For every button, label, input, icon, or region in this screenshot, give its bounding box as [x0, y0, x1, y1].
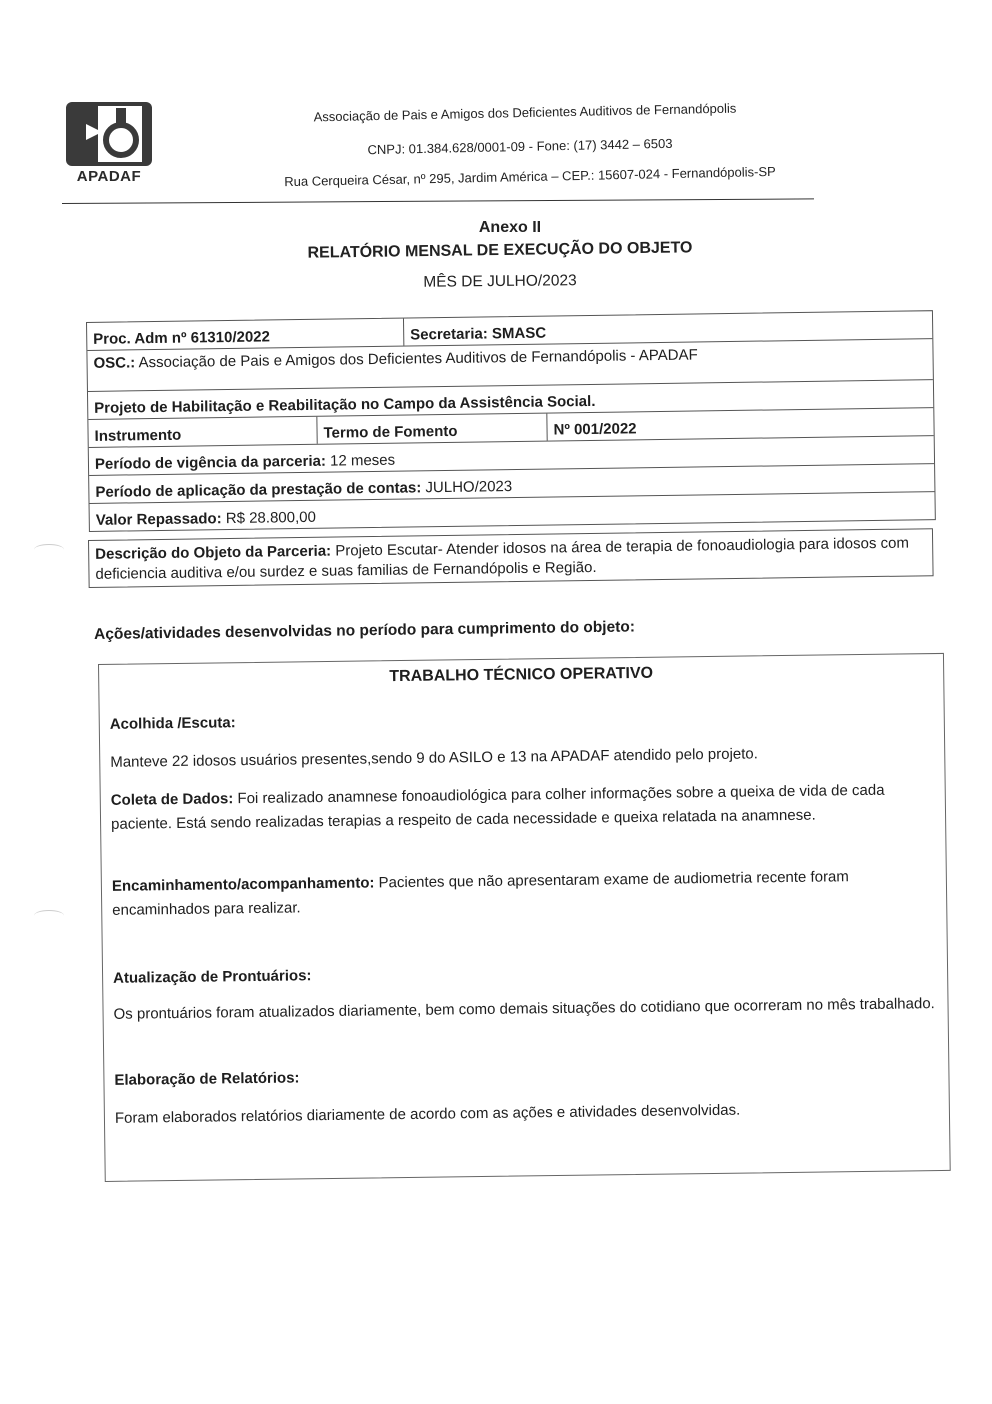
numero-cell: Nº 001/2022	[546, 408, 933, 440]
ear-symbol-icon	[66, 102, 152, 166]
valor-label: Valor Repassado:	[95, 510, 222, 529]
info-table	[86, 310, 936, 532]
coleta-heading: Coleta de Dados:	[110, 790, 234, 809]
aplicacao-label: Período de aplicação da prestação de contas:	[95, 479, 422, 501]
header-cnpj-phone: CNPJ: 01.384.628/0001-09 - Fone: (17) 3442 – 6503	[367, 135, 673, 158]
acoes-heading: Ações/atividades desenvolvidas no período para cumprimento do objeto:	[94, 618, 636, 643]
osc-value: Associação de Pais e Amigos dos Deficientes Auditivos de Fernandópolis - APADAF	[135, 346, 698, 372]
trabalho-tecnico-box	[98, 653, 951, 1182]
header-divider	[62, 198, 814, 204]
scan-mark	[34, 544, 64, 555]
secretaria-cell: Secretaria: SMASC	[403, 311, 932, 345]
descricao-box	[88, 528, 934, 588]
logo-label: APADAF	[76, 168, 142, 185]
report-month: MÊS DE JULHO/2023	[423, 272, 577, 291]
descricao-label: Descrição do Objeto da Parceria:	[95, 542, 332, 563]
encaminhamento-text: Pacientes que não apresentaram exame de audiometria recente foram encaminhados para realizar.	[112, 868, 849, 919]
proc-cell: Proc. Adm nº 61310/2022	[93, 328, 271, 348]
acolhida-heading: Acolhida /Escuta:	[109, 714, 236, 733]
encaminhamento-paragraph	[112, 864, 939, 923]
atualizacao-heading: Atualização de Prontuários:	[113, 967, 312, 987]
acolhida-text: Manteve 22 idosos usuários presentes,sendo 9 do ASILO e 13 na APADAF atendido pelo projeto.	[110, 745, 759, 771]
instrumento-cell: Instrumento	[94, 426, 182, 445]
annex-title: Anexo II	[478, 219, 542, 236]
coleta-paragraph	[111, 778, 938, 837]
valor-value: R$ 28.800,00	[221, 508, 317, 528]
scan-mark	[34, 910, 64, 921]
descricao-text: Projeto Escutar- Atender idosos na área de terapia de fonoaudiologia para idosos com deficiencia auditiva e/ou surdez e suas familias de Fernandópolis e Região.	[95, 534, 910, 583]
report-title: RELATÓRIO MENSAL DE EXECUÇÃO DO OBJETO	[307, 239, 693, 262]
elaboracao-text: Foram elaborados relatórios diariamente de acordo com as ações e atividades desenvolvidas.	[114, 1101, 741, 1127]
termo-cell: Termo de Fomento	[316, 414, 546, 444]
logo-emblem	[66, 102, 152, 166]
apadaf-logo	[64, 102, 154, 186]
trabalho-title: TRABALHO TÉCNICO OPERATIVO	[389, 664, 654, 686]
vigencia-value: 12 meses	[325, 451, 396, 470]
atualizacao-text: Os prontuários foram atualizados diariamente, bem como demais situações do cotidiano que ocorreram no mês trabalhado.	[113, 995, 935, 1023]
elaboracao-heading: Elaboração de Relatórios:	[114, 1069, 300, 1089]
aplicacao-value: JULHO/2023	[421, 478, 513, 497]
header-address: Rua Cerqueira César, nº 295, Jardim América – CEP.: 15607-024 - Fernandópolis-SP	[284, 163, 776, 190]
osc-label: OSC.:	[93, 354, 136, 372]
vigencia-label: Período de vigência da parceria:	[94, 452, 327, 473]
header-association-name: Associação de Pais e Amigos dos Deficientes Auditivos de Fernandópolis	[313, 100, 737, 125]
projeto-cell: Projeto de Habilitação e Reabilitação no Campo da Assistência Social.	[94, 392, 596, 417]
encaminhamento-heading: Encaminhamento/acompanhamento:	[111, 874, 375, 895]
coleta-text: Foi realizado anamnese fonoaudiológica para colher informações sobre a queixa de vida de cada paciente. Está sendo realizadas terapias a respeito de cada necessidade e queixa relatada na anamnese.	[110, 781, 885, 833]
